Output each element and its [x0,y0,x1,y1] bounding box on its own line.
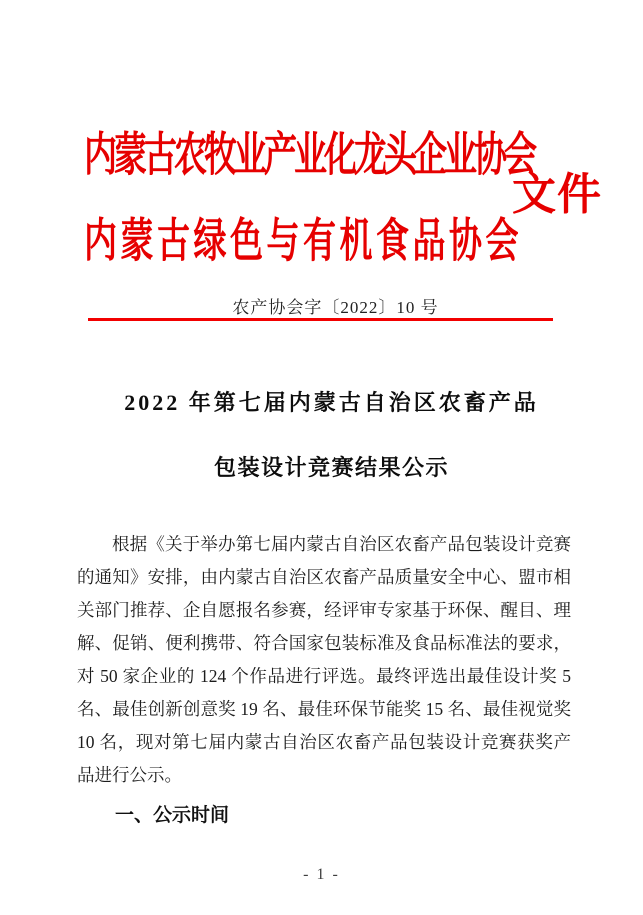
page-number: - 1 - [303,866,340,883]
org-name-line1: 内蒙古农牧业产业化龙头企业协会 [84,130,534,182]
document-title [10,370,643,500]
section-heading-publicity-period: 一、公示时间 [115,805,230,826]
red-divider-line [88,318,553,321]
body-paragraph: 根据《关于举办第七届内蒙古自治区农畜产品包装设计竞赛的通知》安排，由内蒙古自治区农畜产品质量安全中心、盟市相关部门推荐、企自愿报名参赛，经评审专家基于环保、醒目、理解、促销、便利携带、符合国家包装标准及食品标准法的要求，对 50 家企业的 124 个作品进行评选。最终评选出最佳设计奖 5 名、最佳创新创意奖 19 名、最佳环保节能奖 15 名、最佳视觉奖 10 名，现对第七届内蒙古自治区农畜产品包装设计竞赛获奖产品进行公示。 [77,534,571,785]
doc-type-label: 文件 [512,170,602,219]
org-name-line2: 内蒙古绿色与有机食品协会 [84,216,522,268]
title-line2: 包装设计竞赛结果公示 [213,455,449,480]
title-line1: 2022 年第七届内蒙古自治区农畜产品 [124,390,539,415]
doc-number: 农产协会字〔2022〕10 号 [232,298,439,317]
